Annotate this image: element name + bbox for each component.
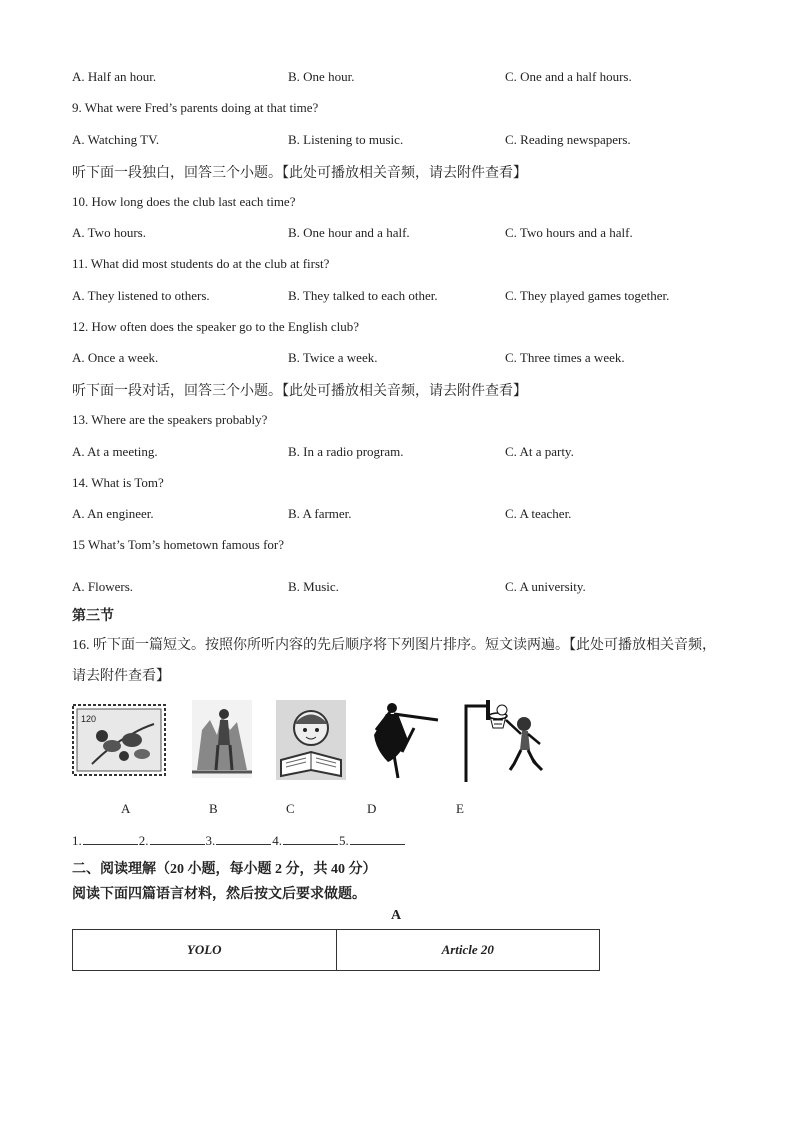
section-dialogue-instruction: 听下面一段对话，回答三个小题。【此处可播放相关音频，请去附件查看】 xyxy=(72,384,527,399)
q9-option-a: A. Watching TV. xyxy=(72,132,160,147)
article-table xyxy=(72,929,600,971)
q13-option-b: B. In a radio program. xyxy=(288,444,404,459)
answer-number-2: 2. xyxy=(138,833,149,848)
dancer-picture xyxy=(368,700,440,780)
answer-blank-2[interactable] xyxy=(150,832,205,845)
q11-option-a: A. They listened to others. xyxy=(72,288,210,303)
q10-option-b: B. One hour and a half. xyxy=(288,225,410,240)
answer-blank-1[interactable] xyxy=(83,832,138,845)
q8-option-b: B. One hour. xyxy=(288,69,355,84)
q15-option-c: C. A university. xyxy=(505,579,586,594)
q14-option-b: B. A farmer. xyxy=(288,506,352,521)
q11-option-b: B. They talked to each other. xyxy=(288,288,438,303)
picture-label-c: C xyxy=(286,801,295,816)
q11-question: 11. What did most students do at the club at first? xyxy=(72,256,330,271)
answer-number-4: 4. xyxy=(272,833,282,848)
answer-blank-5[interactable] xyxy=(350,832,405,845)
picture-label-a: A xyxy=(121,801,131,816)
q13-option-c: C. At a party. xyxy=(505,444,574,459)
section-monologue-instruction: 听下面一段独白，回答三个小题。【此处可播放相关音频，请去附件查看】 xyxy=(72,166,527,181)
picture-label-d: D xyxy=(367,801,377,816)
q13-option-a: A. At a meeting. xyxy=(72,444,158,459)
q8-option-a: A. Half an hour. xyxy=(72,69,157,84)
section3-title: 第三节 xyxy=(72,609,114,624)
picture-label-b: B xyxy=(209,801,218,816)
picture-label-e: E xyxy=(456,801,464,816)
part2-instruction: 阅读下面四篇语言材料，然后按文后要求做题。 xyxy=(72,887,366,902)
q14-option-a: A. An engineer. xyxy=(72,506,154,521)
q11-option-c: C. They played games together. xyxy=(505,288,670,303)
passage-label: A xyxy=(391,908,402,923)
q16-instruction-line2: 请去附件查看】 xyxy=(72,669,170,684)
q13-question: 13. Where are the speakers probably? xyxy=(72,412,268,427)
q10-option-c: C. Two hours and a half. xyxy=(505,225,633,240)
q16-instruction-line1: 16. 听下面一篇短文。按照你所听内容的先后顺序将下列图片排序。短文读两遍。【此处可播放相关音频， xyxy=(72,638,716,653)
q14-option-c: C. A teacher. xyxy=(505,506,572,521)
stamp-flower-picture xyxy=(72,704,166,776)
answer-blanks-row xyxy=(72,832,406,849)
q10-question: 10. How long does the club last each time? xyxy=(72,194,296,209)
answer-number-1: 1. xyxy=(72,833,82,848)
answer-number-3: 3. xyxy=(205,833,216,848)
q15-question: 15 What’s Tom’s hometown famous for? xyxy=(72,537,284,552)
basketball-player-picture xyxy=(462,698,546,784)
answer-number-5: 5. xyxy=(339,833,349,848)
q9-option-b: B. Listening to music. xyxy=(288,132,404,147)
q9-question: 9. What were Fred’s parents doing at that time? xyxy=(72,100,319,115)
q12-question: 12. How often does the speaker go to the English club? xyxy=(72,319,360,334)
q12-option-b: B. Twice a week. xyxy=(288,350,378,365)
q15-option-b: B. Music. xyxy=(288,579,339,594)
stamp-value-text: 120 xyxy=(81,714,97,724)
q8-option-c: C. One and a half hours. xyxy=(505,69,632,84)
table-header-yolo: YOLO xyxy=(73,930,337,971)
boy-reading-picture xyxy=(276,700,346,780)
q9-option-c: C. Reading newspapers. xyxy=(505,132,631,147)
part2-title: 二、阅读理解（20 小题，每小题 2 分，共 40 分） xyxy=(72,862,377,877)
table-header-article: Article 20 xyxy=(336,930,600,971)
answer-blank-3[interactable] xyxy=(216,832,271,845)
q15-option-a: A. Flowers. xyxy=(72,579,134,594)
farmer-picture xyxy=(192,700,252,778)
answer-blank-4[interactable] xyxy=(283,832,338,845)
q12-option-a: A. Once a week. xyxy=(72,350,159,365)
q10-option-a: A. Two hours. xyxy=(72,225,146,240)
q14-question: 14. What is Tom? xyxy=(72,475,164,490)
q12-option-c: C. Three times a week. xyxy=(505,350,625,365)
